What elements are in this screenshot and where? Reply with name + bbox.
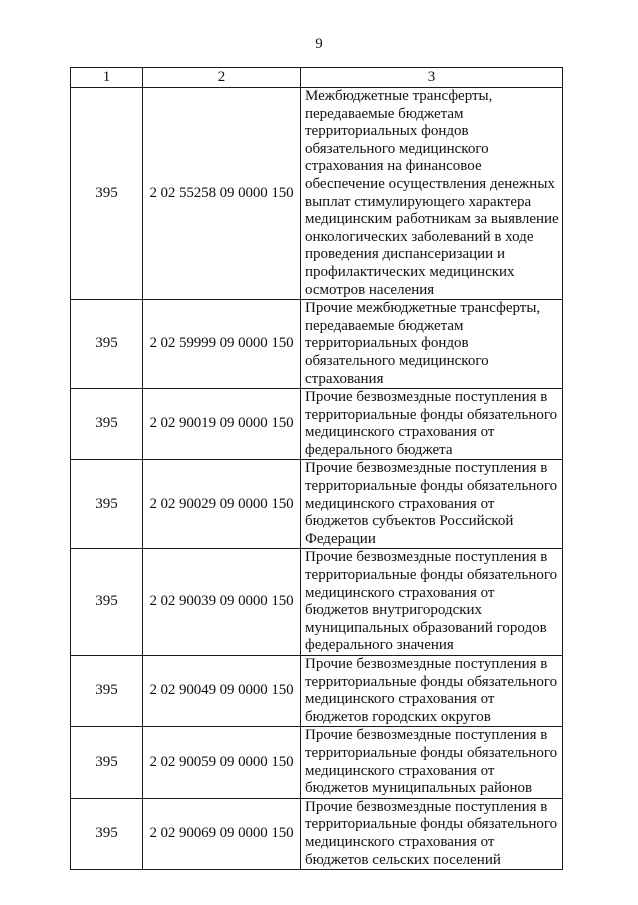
income-code-cell: 2 02 90019 09 0000 150 [143, 389, 301, 460]
income-code-cell: 2 02 59999 09 0000 150 [143, 300, 301, 389]
description-line: Прочие безвозмездные поступления в [305, 549, 548, 566]
income-description-cell [301, 798, 563, 869]
description-line: бюджетов муниципальных районов [305, 780, 533, 797]
admin-code-cell: 395 [71, 389, 143, 460]
income-description-cell [301, 727, 563, 798]
description-line: передаваемые бюджетам [305, 317, 464, 334]
description-line: страхования [305, 370, 384, 387]
description-line: бюджетов внутригородских [305, 602, 483, 619]
column-header-3: 3 [301, 68, 563, 88]
description-line: территориальные фонды обязательного [305, 406, 558, 423]
income-code-cell: 2 02 90049 09 0000 150 [143, 656, 301, 727]
description-line: федерального бюджета [305, 441, 453, 458]
description-line: передаваемые бюджетам [305, 105, 464, 122]
admin-code-cell: 395 [71, 727, 143, 798]
admin-code-cell: 395 [71, 300, 143, 389]
description-line: медицинского страхования от [305, 424, 495, 441]
description-line: медицинского страхования от [305, 691, 495, 708]
description-line: территориальные фонды обязательного [305, 744, 558, 761]
income-code-cell: 2 02 90059 09 0000 150 [143, 727, 301, 798]
description-line: проведения диспансеризации и [305, 246, 505, 263]
description-line: медицинским работникам за выявление [305, 211, 559, 228]
description-line: обеспечение осуществления денежных [305, 175, 555, 192]
table-row [71, 389, 563, 460]
income-description-cell [301, 300, 563, 389]
income-description-cell [301, 88, 563, 300]
income-code-cell: 2 02 90069 09 0000 150 [143, 798, 301, 869]
table-row [71, 798, 563, 869]
description-line: Прочие безвозмездные поступления в [305, 727, 548, 744]
description-line: Межбюджетные трансферты, [305, 88, 493, 104]
description-line: Прочие безвозмездные поступления в [305, 798, 548, 815]
description-line: бюджетов городских округов [305, 708, 491, 725]
income-code-cell: 2 02 90039 09 0000 150 [143, 549, 301, 656]
table-row [71, 549, 563, 656]
description-line: медицинского страхования от [305, 495, 495, 512]
description-line: медицинского страхования от [305, 584, 495, 601]
description-line: бюджетов сельских поселений [305, 851, 501, 868]
description-line: Прочие межбюджетные трансферты, [305, 300, 541, 317]
table-header-row [71, 68, 563, 88]
income-description-cell [301, 656, 563, 727]
table-row [71, 88, 563, 300]
column-header-2: 2 [143, 68, 301, 88]
description-line: Прочие безвозмездные поступления в [305, 389, 548, 406]
description-line: бюджетов субъектов Российской [305, 513, 514, 530]
description-line: обязательного медицинского [305, 352, 489, 369]
table-body [71, 88, 563, 870]
admin-code-cell: 395 [71, 549, 143, 656]
income-description-cell [301, 460, 563, 549]
description-line: территориальные фонды обязательного [305, 673, 558, 690]
description-line: территориальных фондов [305, 123, 469, 140]
description-line: территориальные фонды обязательного [305, 816, 558, 833]
description-line: страхования на финансовое [305, 158, 482, 175]
description-line: муниципальных образований городов [305, 619, 547, 636]
description-line: территориальные фонды обязательного [305, 567, 558, 584]
admin-code-cell: 395 [71, 88, 143, 300]
table-row [71, 727, 563, 798]
description-line: обязательного медицинского [305, 140, 489, 157]
admin-code-cell: 395 [71, 460, 143, 549]
description-line: территориальные фонды обязательного [305, 478, 558, 495]
description-line: онкологических заболеваний в ходе [305, 228, 534, 245]
description-line: Прочие безвозмездные поступления в [305, 656, 548, 672]
description-line: Прочие безвозмездные поступления в [305, 460, 548, 477]
table-row [71, 460, 563, 549]
admin-code-cell: 395 [71, 798, 143, 869]
table-row [71, 656, 563, 727]
description-line: осмотров населения [305, 281, 435, 298]
description-line: медицинского страхования от [305, 833, 495, 850]
column-header-1: 1 [71, 68, 143, 88]
income-code-cell: 2 02 90029 09 0000 150 [143, 460, 301, 549]
page-number: 9 [315, 36, 323, 52]
income-code-cell: 2 02 55258 09 0000 150 [143, 88, 301, 300]
table-row [71, 300, 563, 389]
description-line: выплат стимулирующего характера [305, 193, 532, 210]
admin-code-cell: 395 [71, 656, 143, 727]
budget-codes-table [70, 67, 563, 870]
description-line: федерального значения [305, 637, 454, 654]
description-line: территориальных фондов [305, 335, 469, 352]
description-line: профилактических медицинских [305, 263, 515, 280]
income-description-cell [301, 389, 563, 460]
description-line: Федерации [305, 530, 376, 547]
description-line: медицинского страхования от [305, 762, 495, 779]
income-description-cell [301, 549, 563, 656]
